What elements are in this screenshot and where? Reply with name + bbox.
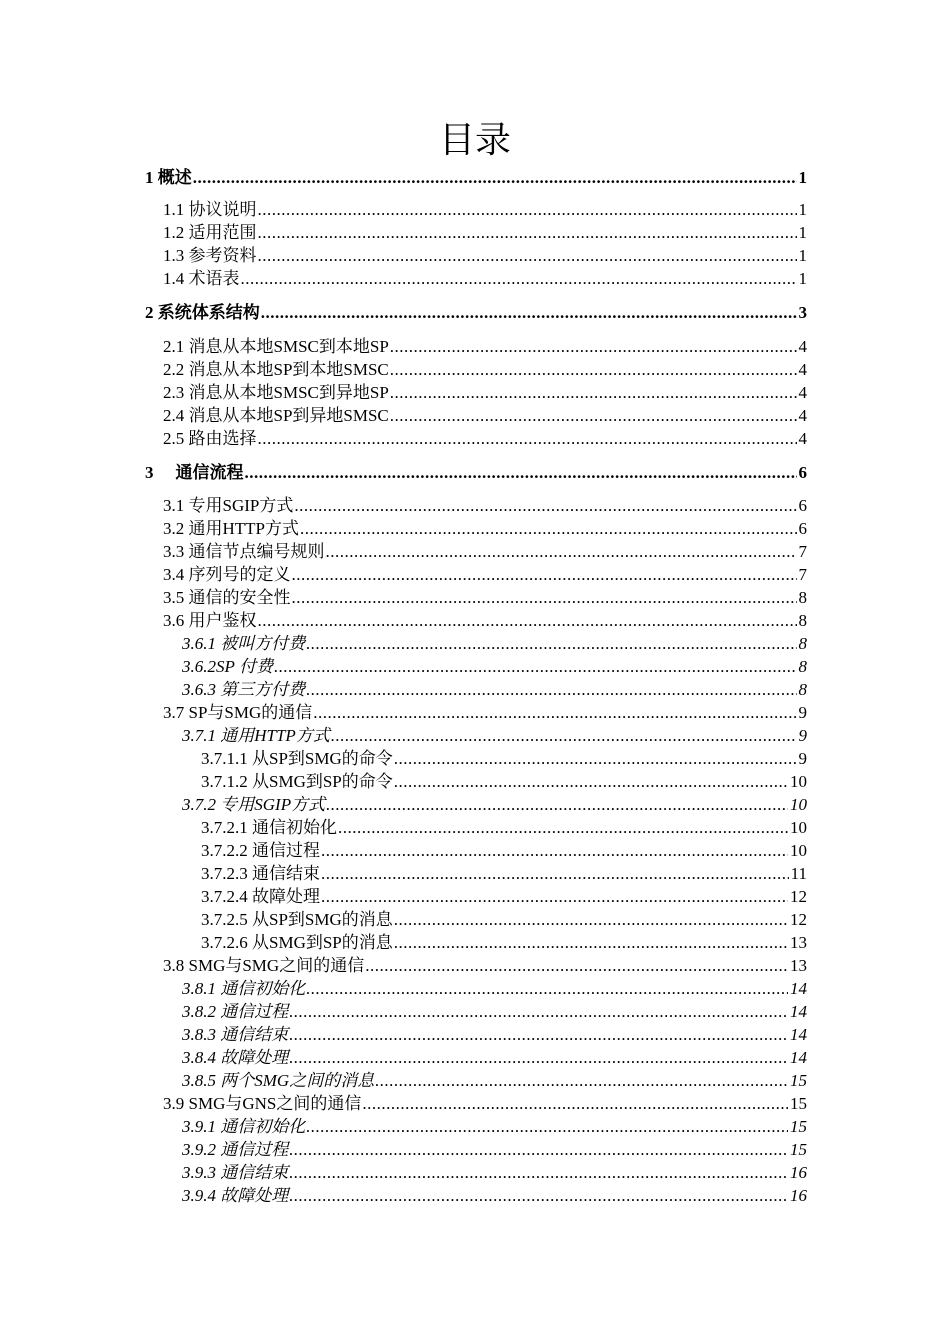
toc-entry-page: 1 <box>798 223 807 242</box>
toc-entry-title: SP与SMG的通信 <box>188 703 313 722</box>
dot-leader <box>306 678 796 701</box>
toc-entry-page: 13 <box>790 933 807 952</box>
toc-entry-page: 10 <box>790 772 807 791</box>
toc-entry-title: 第三方付费 <box>220 680 306 699</box>
dot-leader <box>362 1092 788 1115</box>
toc-entry-title: 专用SGIP方式 <box>220 795 326 814</box>
dot-leader <box>375 1069 788 1092</box>
toc-entry-page: 14 <box>790 979 807 998</box>
toc-entry-page: 16 <box>790 1186 807 1205</box>
toc-entry-title: 故障处理 <box>220 1186 289 1205</box>
toc-entry-number: 1.4 <box>163 269 185 288</box>
toc-entry[interactable] <box>145 301 807 324</box>
toc-entry[interactable] <box>145 655 807 678</box>
toc-entry[interactable] <box>145 563 807 586</box>
dot-leader <box>326 540 797 563</box>
toc-entry-title: SMG与SMG之间的通信 <box>188 956 365 975</box>
toc-entry-page: 4 <box>798 429 807 448</box>
dot-leader <box>258 221 797 244</box>
toc-entry-number: 3.9.3 <box>182 1163 216 1182</box>
toc-entry-page: 9 <box>798 749 807 768</box>
toc-entry[interactable] <box>145 1184 807 1207</box>
toc-entry-page: 9 <box>798 726 807 745</box>
toc-entry-number: 3.9.4 <box>182 1186 216 1205</box>
toc-entry-title: 通用HTTP方式 <box>220 726 330 745</box>
toc-entry[interactable] <box>145 908 807 931</box>
toc-entry[interactable] <box>145 954 807 977</box>
dot-leader <box>390 404 797 427</box>
toc-entry-number: 2 <box>145 303 154 322</box>
toc-entry-page: 8 <box>798 588 807 607</box>
toc-entry-number: 2.1 <box>163 337 185 356</box>
dot-leader <box>390 358 797 381</box>
toc-entry-title: 从SMG到SP的消息 <box>252 933 393 952</box>
toc-entry[interactable] <box>145 632 807 655</box>
toc-entry-number: 3.8.2 <box>182 1002 216 1021</box>
toc-entry[interactable] <box>145 461 807 484</box>
dot-leader <box>306 1115 788 1138</box>
toc-entry[interactable] <box>145 1161 807 1184</box>
toc-entry-title: 通信结束 <box>220 1025 289 1044</box>
toc-entry-title: 系统体系结构 <box>157 303 260 322</box>
toc-entry-number: 3.7.2.4 <box>201 887 248 906</box>
dot-leader <box>258 198 797 221</box>
toc-entry-page: 8 <box>798 657 807 676</box>
toc-entry[interactable] <box>145 977 807 1000</box>
toc-entry[interactable] <box>145 381 807 404</box>
toc-entry-number: 3.6 <box>163 611 185 630</box>
toc-entry-number: 1.1 <box>163 200 185 219</box>
toc-entry[interactable] <box>145 793 807 816</box>
dot-leader <box>394 931 788 954</box>
toc-entry[interactable] <box>145 1092 807 1115</box>
dot-leader <box>390 381 797 404</box>
toc-entry-number: 3.1 <box>163 496 185 515</box>
toc-entry-number: 2.5 <box>163 429 185 448</box>
toc-entry-number: 3.7.2.1 <box>201 818 248 837</box>
toc-entry-title: 从SMG到SP的命令 <box>252 772 393 791</box>
dot-leader <box>241 267 797 290</box>
dot-leader <box>338 816 788 839</box>
toc-entry[interactable] <box>145 540 807 563</box>
toc-entry-number: 3.6.3 <box>182 680 216 699</box>
dot-leader <box>394 747 797 770</box>
toc-entry-title: 术语表 <box>188 269 240 288</box>
dot-leader <box>300 517 797 540</box>
toc-entry-page: 8 <box>798 611 807 630</box>
toc-entry-page: 13 <box>790 956 807 975</box>
toc-entry-number: 3.4 <box>163 565 185 584</box>
toc-entry-number: 3.9.2 <box>182 1140 216 1159</box>
toc-entry[interactable] <box>145 221 807 244</box>
toc-entry-title: 通信初始化 <box>220 979 306 998</box>
toc-entry-title: 通信流程 <box>175 463 244 482</box>
toc-entry-page: 10 <box>790 841 807 860</box>
toc-entry-number: 3.8.3 <box>182 1025 216 1044</box>
toc-entry-page: 8 <box>798 634 807 653</box>
toc-entry[interactable] <box>145 609 807 632</box>
toc-entry-title: 从SP到SMG的命令 <box>252 749 393 768</box>
dot-leader <box>331 724 797 747</box>
toc-entry-page: 6 <box>798 496 807 515</box>
toc-entry[interactable] <box>145 747 807 770</box>
toc-entry-title: 两个SMG之间的消息 <box>220 1071 375 1090</box>
toc-entry-title: 参考资料 <box>188 246 257 265</box>
toc-entry[interactable] <box>145 335 807 358</box>
toc-entry[interactable] <box>145 770 807 793</box>
toc-entry-title: 通信初始化 <box>220 1117 306 1136</box>
toc-entry-number: 3.8.1 <box>182 979 216 998</box>
dot-leader <box>289 1023 788 1046</box>
dot-leader <box>321 885 788 908</box>
toc-entry-page: 1 <box>798 168 807 187</box>
toc-entry-page: 14 <box>790 1025 807 1044</box>
toc-entry-number: 3.6.2SP <box>182 657 235 676</box>
dot-leader <box>321 862 789 885</box>
toc-entry-number: 2.3 <box>163 383 185 402</box>
toc-entry-number: 1 <box>145 168 154 187</box>
toc-entry[interactable] <box>145 862 807 885</box>
dot-leader <box>306 977 788 1000</box>
toc-entry-number: 3.9 <box>163 1094 185 1113</box>
toc-entry-title: 付费 <box>239 657 274 676</box>
toc-entry-page: 16 <box>790 1163 807 1182</box>
toc-entry-number: 3.7.1.1 <box>201 749 248 768</box>
toc-entry-page: 14 <box>790 1002 807 1021</box>
toc-entry-number: 3.7.2.2 <box>201 841 248 860</box>
dot-leader <box>321 839 788 862</box>
toc-entry[interactable] <box>145 1046 807 1069</box>
toc-entry-page: 4 <box>798 337 807 356</box>
toc-entry[interactable] <box>145 267 807 290</box>
toc-entry-page: 9 <box>798 703 807 722</box>
toc-entry[interactable] <box>145 198 807 221</box>
toc-entry[interactable] <box>145 586 807 609</box>
dot-leader <box>258 609 797 632</box>
dot-leader <box>274 655 796 678</box>
toc-entry-title: 专用SGIP方式 <box>188 496 294 515</box>
toc-entry[interactable] <box>145 166 807 189</box>
toc-entry-title: SMG与GNS之间的通信 <box>188 1094 362 1113</box>
dot-leader <box>289 1046 788 1069</box>
toc-entry-page: 15 <box>790 1140 807 1159</box>
toc-entry-title: 被叫方付费 <box>220 634 306 653</box>
toc-entry-number: 3.7.2.3 <box>201 864 248 883</box>
toc-entry-page: 3 <box>798 303 807 322</box>
dot-leader <box>289 1184 788 1207</box>
toc-entry-number: 3.7.1 <box>182 726 216 745</box>
toc-entry[interactable] <box>145 1023 807 1046</box>
toc-entry-title: 通用HTTP方式 <box>188 519 299 538</box>
toc-entry-title: 通信初始化 <box>252 818 337 837</box>
toc-entry-title: 消息从本地SMSC到本地SP <box>188 337 389 356</box>
toc-entry-number: 1.2 <box>163 223 185 242</box>
toc-entry-number: 3.7.2 <box>182 795 216 814</box>
dot-leader <box>326 793 788 816</box>
toc-entry-title: 通信过程 <box>252 841 320 860</box>
page-title: 目录 <box>438 120 511 161</box>
dot-leader <box>289 1000 788 1023</box>
toc-entry-page: 15 <box>790 1117 807 1136</box>
toc-entry[interactable] <box>145 427 807 450</box>
toc-entry-number: 3.6.1 <box>182 634 216 653</box>
toc-entry-title: 序列号的定义 <box>188 565 291 584</box>
toc-entry-title: 用户鉴权 <box>188 611 257 630</box>
toc-entry-number: 3.7.1.2 <box>201 772 248 791</box>
dot-leader <box>390 335 797 358</box>
toc-entry-page: 11 <box>790 864 807 883</box>
toc-entry-page: 4 <box>798 360 807 379</box>
toc-entry[interactable] <box>145 885 807 908</box>
toc-entry-number: 3 <box>145 463 154 482</box>
toc-entry-title: 消息从本地SP到异地SMSC <box>188 406 389 425</box>
toc-entry[interactable] <box>145 358 807 381</box>
toc-entry[interactable] <box>145 517 807 540</box>
toc-entry[interactable] <box>145 494 807 517</box>
toc-entry-number: 2.2 <box>163 360 185 379</box>
dot-leader <box>258 427 797 450</box>
toc-entry-page: 4 <box>798 406 807 425</box>
toc-entry-title: 路由选择 <box>188 429 257 448</box>
toc-entry[interactable] <box>145 1115 807 1138</box>
toc-entry[interactable] <box>145 701 807 724</box>
toc-entry[interactable] <box>145 1069 807 1092</box>
toc-entry-title: 故障处理 <box>252 887 320 906</box>
toc-entry-title: 适用范围 <box>188 223 257 242</box>
toc-entry-title: 通信节点编号规则 <box>188 542 325 561</box>
toc-entry-page: 15 <box>790 1071 807 1090</box>
toc-entry-number: 3.8.4 <box>182 1048 216 1067</box>
dot-leader <box>306 632 796 655</box>
dot-leader <box>289 1138 788 1161</box>
toc-entry-title: 概述 <box>157 168 192 187</box>
toc-entry-page: 1 <box>798 269 807 288</box>
toc-entry-number: 3.2 <box>163 519 185 538</box>
dot-leader <box>394 770 788 793</box>
toc-entry[interactable] <box>145 404 807 427</box>
toc-entry-page: 7 <box>798 542 807 561</box>
toc-entry[interactable] <box>145 931 807 954</box>
toc-entry-page: 12 <box>790 910 807 929</box>
toc-entry[interactable] <box>145 1138 807 1161</box>
toc-entry-number: 1.3 <box>163 246 185 265</box>
toc-entry-title: 消息从本地SP到本地SMSC <box>188 360 389 379</box>
toc-entry-title: 通信过程 <box>220 1002 289 1021</box>
toc-entry-page: 7 <box>798 565 807 584</box>
toc-entry-number: 2.4 <box>163 406 185 425</box>
toc-entry-title: 通信结束 <box>252 864 320 883</box>
toc-entry-page: 12 <box>790 887 807 906</box>
toc-entry-page: 8 <box>798 680 807 699</box>
toc-entry-title: 协议说明 <box>188 200 257 219</box>
toc-entry-number: 3.7.2.6 <box>201 933 248 952</box>
dot-leader <box>292 586 797 609</box>
toc-entry-number: 3.7 <box>163 703 185 722</box>
toc-entry-title: 通信过程 <box>220 1140 289 1159</box>
toc-entry[interactable] <box>145 724 807 747</box>
toc-entry-page: 15 <box>790 1094 807 1113</box>
toc-entry-page: 14 <box>790 1048 807 1067</box>
toc-entry[interactable] <box>145 816 807 839</box>
toc-entry-page: 1 <box>798 200 807 219</box>
toc-entry-number: 3.3 <box>163 542 185 561</box>
toc-entry-number: 3.9.1 <box>182 1117 216 1136</box>
toc-entry-page: 10 <box>790 795 807 814</box>
dot-leader <box>289 1161 788 1184</box>
dot-leader <box>258 244 797 267</box>
toc-entry-page: 4 <box>798 383 807 402</box>
toc-entry-page: 6 <box>798 519 807 538</box>
dot-leader <box>193 166 797 189</box>
dot-leader <box>245 461 797 484</box>
toc-entry[interactable] <box>145 1000 807 1023</box>
toc-entry-title: 通信的安全性 <box>188 588 291 607</box>
toc-entry-page: 10 <box>790 818 807 837</box>
toc-entry-title: 故障处理 <box>220 1048 289 1067</box>
toc-entry-title: 从SP到SMG的消息 <box>252 910 393 929</box>
toc-entry-number: 3.8.5 <box>182 1071 216 1090</box>
dot-leader <box>365 954 788 977</box>
toc-entry-title: 消息从本地SMSC到异地SP <box>188 383 389 402</box>
toc-entry-number: 3.7.2.5 <box>201 910 248 929</box>
dot-leader <box>313 701 796 724</box>
dot-leader <box>261 301 797 324</box>
dot-leader <box>394 908 788 931</box>
toc-entry-title: 通信结束 <box>220 1163 289 1182</box>
toc-entry-number: 3.8 <box>163 956 185 975</box>
dot-leader <box>294 494 796 517</box>
toc-entry[interactable] <box>145 839 807 862</box>
toc-entry[interactable] <box>145 244 807 267</box>
toc-entry-page: 1 <box>798 246 807 265</box>
toc-entry-page: 6 <box>798 463 807 482</box>
dot-leader <box>292 563 797 586</box>
toc-entry[interactable] <box>145 678 807 701</box>
toc-entry-number: 3.5 <box>163 588 185 607</box>
